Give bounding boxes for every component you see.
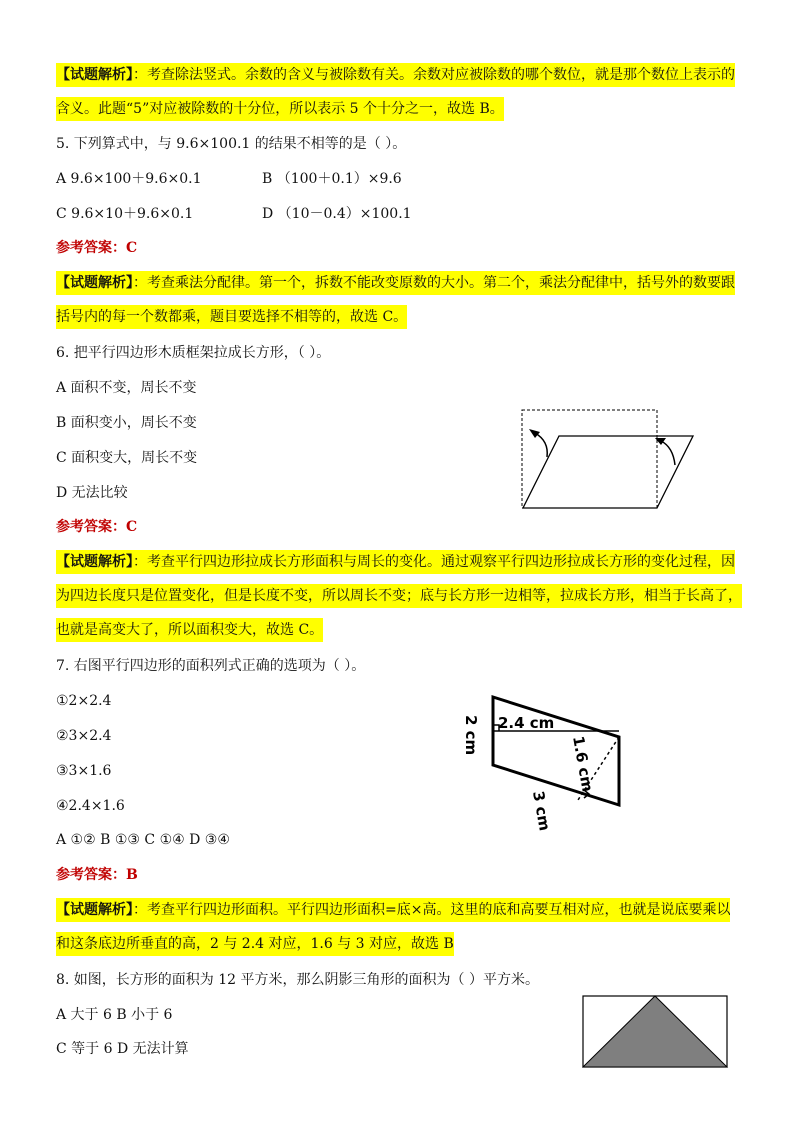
q7-option-1: ①2×2.4 <box>56 693 112 709</box>
analysis-text: ：考查平行四边形面积。平行四边形面积=底×高。这里的底和高要互相对应，也就是说底要乘以和这条底边所垂直的高，2 与 2.4 对应，1.6 与 3 对应，故选 B <box>56 902 731 952</box>
shaded-triangle <box>583 996 727 1067</box>
q7-option-4: ④2.4×1.6 <box>56 798 125 814</box>
label-top: 2.4 cm <box>498 714 555 732</box>
q7-option-2: ②3×2.4 <box>56 728 112 744</box>
q5-option-d: D （10－0.4）×100.1 <box>262 206 412 222</box>
q6-option-a: A 面积不变，周长不变 <box>56 380 197 396</box>
q7-question: 7. 右图平行四边形的面积列式正确的选项为（ ）。 <box>56 658 366 674</box>
analysis-label: 【试题解析】 <box>56 902 133 918</box>
dashed-rectangle <box>522 410 657 508</box>
label-diagonal: 1.6 cm <box>569 734 597 794</box>
analysis-label: 【试题解析】 <box>56 554 133 570</box>
q7-choices: A ①② B ①③ C ①④ D ③④ <box>56 832 230 848</box>
q7-answer: 参考答案：B <box>56 867 138 883</box>
q7-analysis <box>56 893 742 961</box>
q8-options-cd: C 等于 6 D 无法计算 <box>56 1041 189 1057</box>
analysis-text: ：考查除法竖式。余数的含义与被除数有关。余数对应被除数的哪个数位，就是那个数位上表示的含义。此题“5”对应被除数的十分位，所以表示 5 个十分之一，故选 B。 <box>56 67 735 117</box>
parallelogram-to-rectangle-figure <box>515 405 705 515</box>
analysis-text: ：考查平行四边形拉成长方形面积与周长的变化。通过观察平行四边形拉成长方形的变化过程，因为四边长度只是位置变化，但是长度不变，所以周长不变；底与长方形一边相等，拉成长方形，相当于长高了，也就是高变大了，所以面积变大，故选 C。 <box>56 554 742 638</box>
q6-analysis <box>56 545 742 647</box>
left-arrow-icon <box>535 433 547 457</box>
q5-option-a: A 9.6×100＋9.6×0.1 <box>56 171 202 187</box>
q8-question: 8. 如图，长方形的面积为 12 平方米，那么阴影三角形的面积为（ ）平方米。 <box>56 972 539 988</box>
label-left: 2 cm <box>462 715 480 756</box>
q5-option-c: C 9.6×10＋9.6×0.1 <box>56 206 194 222</box>
q5-option-b: B （100＋0.1）×9.6 <box>262 171 402 187</box>
q6-option-d: D 无法比较 <box>56 485 128 501</box>
left-arrowhead-icon <box>529 429 540 438</box>
analysis-label: 【试题解析】 <box>56 275 133 291</box>
parallelogram-measure-figure <box>460 690 640 835</box>
label-bottom: 3 cm <box>529 789 554 833</box>
q5-answer: 参考答案：C <box>56 240 138 256</box>
analysis-text: ：考查乘法分配律。第一个，拆数不能改变原数的大小。第二个，乘法分配律中，括号外的数要跟括号内的每一个数都乘，题目要选择不相等的，故选 C。 <box>56 275 735 325</box>
q6-option-b: B 面积变小，周长不变 <box>56 415 197 431</box>
rectangle-triangle-figure <box>582 995 730 1071</box>
q5-question: 5. 下列算式中，与 9.6×100.1 的结果不相等的是（ ）。 <box>56 136 407 152</box>
q4-analysis <box>56 58 742 126</box>
analysis-label: 【试题解析】 <box>56 67 133 83</box>
right-arrow-icon <box>661 441 675 465</box>
q5-analysis <box>56 266 742 334</box>
q6-option-c: C 面积变大，周长不变 <box>56 450 198 466</box>
q6-question: 6. 把平行四边形木质框架拉成长方形，（ ）。 <box>56 345 331 361</box>
q7-option-3: ③3×1.6 <box>56 763 112 779</box>
q8-options-ab: A 大于 6 B 小于 6 <box>56 1007 173 1023</box>
q6-answer: 参考答案：C <box>56 519 138 535</box>
